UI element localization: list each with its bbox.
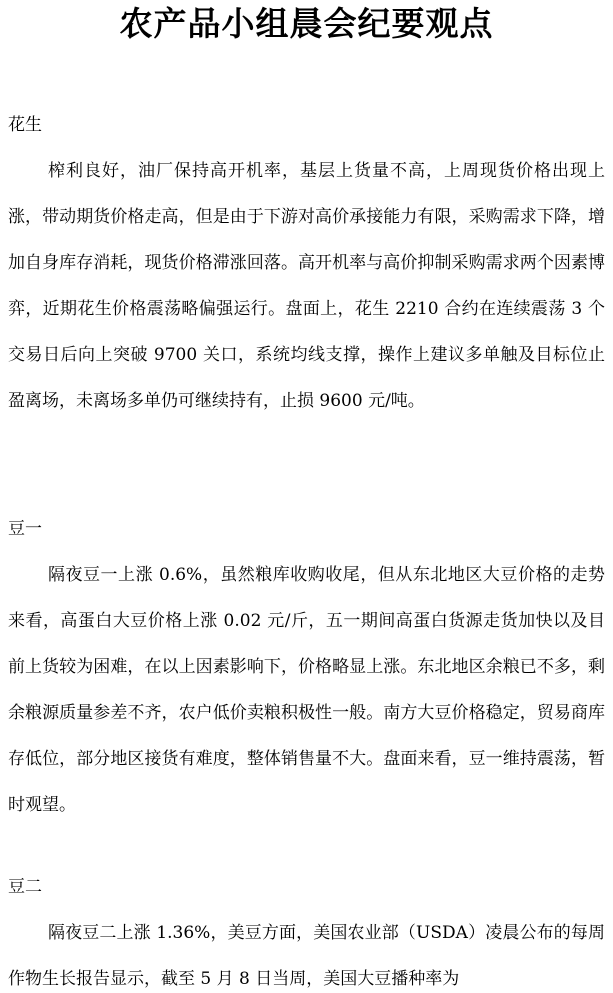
document-title: 农产品小组晨会纪要观点 <box>119 4 494 43</box>
section-heading-soybean-2: 豆二 <box>8 877 42 897</box>
section-body-soybean-2: 隔夜豆二上涨 1.36%，美豆方面，美国农业部（USDA）凌晨公布的每周作物生长报告显示，截至 5 月 8 日当周，美国大豆播种率为 <box>8 923 605 989</box>
section-heading-soybean-1: 豆一 <box>8 519 42 539</box>
section-body-soybean-1: 隔夜豆一上涨 0.6%，虽然粮库收购收尾，但从东北地区大豆价格的走势来看，高蛋白大豆价格上涨 0.02 元/斤，五一期间高蛋白货源走货加快以及目前上货较为困难，在以上因素影响下，价格略显上涨。东北地区余粮已不多，剩余粮源质量参差不齐，农户低价卖粮积极性一般。南方大豆价格稳定，贸易商库存低位，部分地区接货有难度，整体销售量不大。盘面来看，豆一维持震荡，暂时观望。 <box>8 565 605 815</box>
section-body-peanut: 榨利良好，油厂保持高开机率，基层上货量不高，上周现货价格出现上涨，带动期货价格走高，但是由于下游对高价承接能力有限，采购需求下降，增加自身库存消耗，现货价格滞涨回落。高开机率与高价抑制采购需求两个因素博弈，近期花生价格震荡略偏强运行。盘面上，花生 2210 合约在连续震荡 3 个交易日后向上突破 9700 关口，系统均线支撑，操作上建议多单触及目标位止盈离场，未离场多单仍可继续持有，止损 9600 元/吨。 <box>8 161 605 411</box>
section-soybean-1 <box>0 506 613 828</box>
section-heading-peanut: 花生 <box>8 115 42 135</box>
section-soybean-2 <box>0 864 613 993</box>
section-peanut <box>0 102 613 424</box>
